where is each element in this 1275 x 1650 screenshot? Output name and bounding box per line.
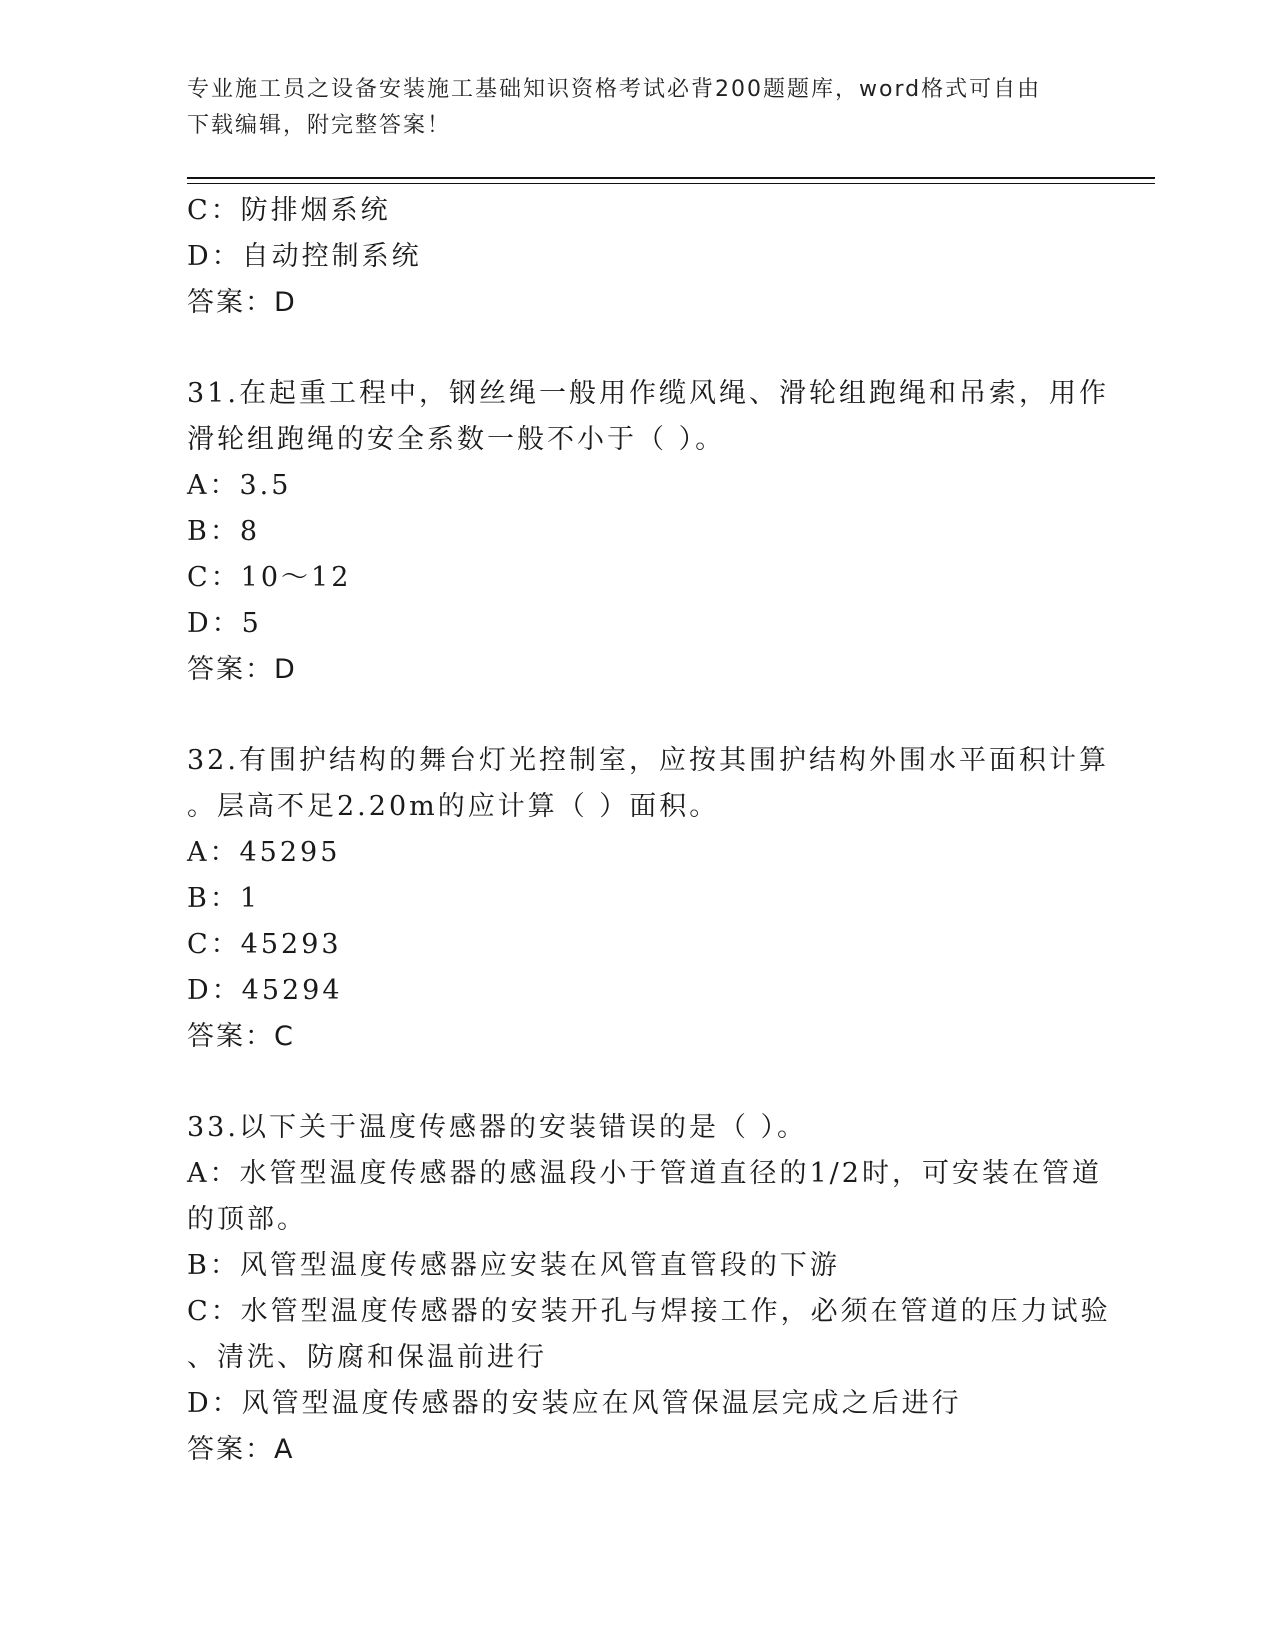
header-divider-thick — [187, 177, 1155, 179]
option-d: D：风管型温度传感器的安装应在风管保温层完成之后进行 — [187, 1388, 962, 1419]
option-c: C：10～12 — [187, 562, 352, 593]
question-31 — [187, 371, 1109, 693]
option-d: D：5 — [187, 608, 262, 639]
option-c-continued: 、清洗、防腐和保温前进行 — [187, 1342, 547, 1373]
answer-line: 答案：A — [187, 1434, 295, 1465]
spacer — [187, 693, 1087, 738]
option-a: A：45295 — [187, 837, 341, 868]
option-a: A：水管型温度传感器的感温段小于管道直径的1/2时，可安装在管道 — [187, 1158, 1102, 1189]
option-b: B：风管型温度传感器应安装在风管直管段的下游 — [187, 1250, 840, 1281]
option-a: A：3.5 — [187, 470, 292, 501]
question-text: 滑轮组跑绳的安全系数一般不小于（ ）。 — [187, 424, 726, 455]
header-line-2: 下载编辑，附完整答案！ — [187, 113, 452, 138]
option-d: D：自动控制系统 — [187, 241, 422, 272]
question-text: 33.以下关于温度传感器的安装错误的是（ ）。 — [187, 1112, 808, 1143]
option-c: C：45293 — [187, 929, 342, 960]
question-text: 。层高不足2.20m的应计算（ ）面积。 — [187, 791, 720, 822]
header-divider-thin — [187, 183, 1155, 184]
option-b: B：1 — [187, 883, 261, 914]
spacer — [187, 326, 1087, 371]
answer-line: 答案：C — [187, 1021, 295, 1052]
spacer — [187, 1060, 1087, 1105]
question-list — [187, 188, 1111, 1473]
option-c: C：水管型温度传感器的安装开孔与焊接工作，必须在管道的压力试验 — [187, 1296, 1111, 1327]
header-line-1: 专业施工员之设备安装施工基础知识资格考试必背200题题库，word格式可自由 — [187, 77, 1042, 102]
answer-line: 答案：D — [187, 287, 297, 318]
option-b: B：8 — [187, 516, 261, 547]
question-30-tail — [187, 188, 1087, 326]
option-d: D：45294 — [187, 975, 343, 1006]
question-32 — [187, 738, 1109, 1060]
question-33 — [187, 1105, 1111, 1473]
answer-line: 答案：D — [187, 654, 297, 685]
document-header — [187, 72, 1067, 144]
question-text: 31.在起重工程中，钢丝绳一般用作缆风绳、滑轮组跑绳和吊索，用作 — [187, 378, 1109, 409]
option-c: C：防排烟系统 — [187, 195, 391, 226]
question-text: 32.有围护结构的舞台灯光控制室，应按其围护结构外围水平面积计算 — [187, 745, 1109, 776]
option-a-continued: 的顶部。 — [187, 1204, 307, 1235]
